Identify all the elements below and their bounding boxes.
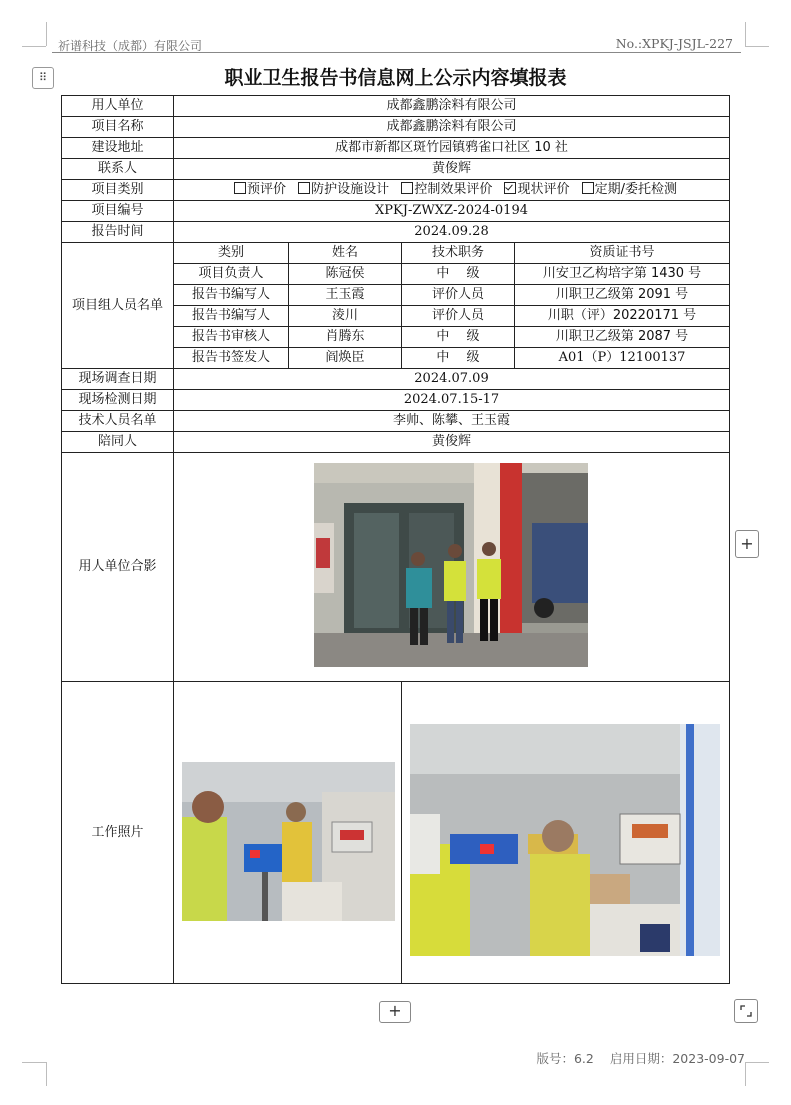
work-photo-label: 工作照片 (62, 682, 174, 984)
team-title[interactable]: 中 级 (402, 327, 515, 348)
header-rule (52, 52, 741, 53)
team-label: 项目组人员名单 (62, 243, 174, 369)
checkbox-control-effect[interactable] (401, 182, 413, 194)
footer (524, 1049, 745, 1067)
option-control-effect: 控制效果评价 (414, 182, 493, 197)
team-cert[interactable]: 川职卫乙级第 2091 号 (515, 285, 730, 306)
employer-value[interactable]: 成都鑫鹏涂料有限公司 (174, 96, 730, 117)
team-role[interactable]: 报告书编写人 (174, 285, 289, 306)
header-company: 祈谱科技（成都）有限公司 (58, 39, 203, 53)
group-photo-graphic (314, 463, 588, 667)
report-time-value[interactable]: 2024.09.28 (174, 222, 730, 243)
crop-mark-bottom-left-h (22, 1062, 46, 1063)
project-no-value[interactable]: XPKJ-ZWXZ-2024-0194 (174, 201, 730, 222)
team-name[interactable]: 阎焕臣 (289, 348, 402, 369)
report-time-label: 报告时间 (62, 222, 174, 243)
work-photo-1-graphic (182, 762, 395, 921)
option-status-evaluation: 现状评价 (517, 182, 570, 197)
employer-label: 用人单位 (62, 96, 174, 117)
work-photo-image-2[interactable] (410, 724, 720, 956)
team-header-row (62, 243, 730, 264)
team-title[interactable]: 评价人员 (402, 306, 515, 327)
survey-date-label: 现场调查日期 (62, 369, 174, 390)
team-role[interactable]: 报告书编写人 (174, 306, 289, 327)
crop-mark-bottom-left-v (46, 1062, 47, 1086)
survey-date-value[interactable]: 2024.07.09 (174, 369, 730, 390)
add-row-button[interactable]: + (379, 1001, 411, 1023)
address-label: 建设地址 (62, 138, 174, 159)
category-options (174, 180, 730, 201)
team-name[interactable]: 陈冠侯 (289, 264, 402, 285)
row-employer (62, 96, 730, 117)
table-move-handle-icon[interactable]: ⠿ (32, 67, 54, 89)
footer-version: 版号：6.2 (536, 1051, 594, 1066)
crop-mark-top-left-v (46, 22, 47, 46)
add-column-button[interactable]: + (735, 530, 759, 558)
tech-staff-label: 技术人员名单 (62, 411, 174, 432)
row-tech-staff (62, 411, 730, 432)
team-cert[interactable]: 川职卫乙级第 2087 号 (515, 327, 730, 348)
crop-mark-top-left-h (22, 46, 46, 47)
team-cert[interactable]: A01（P）12100137 (515, 348, 730, 369)
checkbox-pre-evaluation[interactable] (234, 182, 246, 194)
test-date-value[interactable]: 2024.07.15-17 (174, 390, 730, 411)
row-contact (62, 159, 730, 180)
expand-icon[interactable] (734, 999, 758, 1023)
expand-icon-graphic (735, 1000, 757, 1022)
group-photo-label: 用人单位合影 (62, 453, 174, 682)
crop-mark-top-right-h (745, 46, 769, 47)
crop-mark-bottom-right-v (745, 1062, 746, 1086)
work-photo-2-graphic (410, 724, 720, 956)
team-role[interactable]: 项目负责人 (174, 264, 289, 285)
contact-label: 联系人 (62, 159, 174, 180)
row-report-time (62, 222, 730, 243)
tech-staff-value[interactable]: 李帅、陈攀、王玉霞 (174, 411, 730, 432)
team-header-cert: 资质证书号 (515, 243, 730, 264)
crop-mark-top-right-v (745, 22, 746, 46)
row-test-date (62, 390, 730, 411)
row-survey-date (62, 369, 730, 390)
address-value[interactable]: 成都市新都区斑竹园镇鸦雀口社区 10 社 (174, 138, 730, 159)
footer-effective-date: 启用日期：2023-09-07 (609, 1051, 745, 1066)
team-name[interactable]: 肖腾东 (289, 327, 402, 348)
contact-value[interactable]: 黄俊辉 (174, 159, 730, 180)
group-photo-image[interactable] (314, 463, 588, 667)
project-name-value[interactable]: 成都鑫鹏涂料有限公司 (174, 117, 730, 138)
row-address (62, 138, 730, 159)
team-title[interactable]: 评价人员 (402, 285, 515, 306)
team-cert[interactable]: 川职（评）20220171 号 (515, 306, 730, 327)
checkbox-status-evaluation[interactable] (504, 182, 516, 194)
option-periodic-testing: 定期/委托检测 (594, 182, 678, 197)
row-project-name (62, 117, 730, 138)
escort-value[interactable]: 黄俊辉 (174, 432, 730, 453)
test-date-label: 现场检测日期 (62, 390, 174, 411)
header-doc-number: No.:XPKJ-JSJL-227 (615, 36, 733, 51)
checkbox-protection-design[interactable] (298, 182, 310, 194)
team-name[interactable]: 王玉霞 (289, 285, 402, 306)
row-category (62, 180, 730, 201)
team-role[interactable]: 报告书签发人 (174, 348, 289, 369)
work-photo-image-1[interactable] (182, 762, 395, 921)
team-name[interactable]: 淩川 (289, 306, 402, 327)
row-project-no (62, 201, 730, 222)
category-label: 项目类别 (62, 180, 174, 201)
team-title[interactable]: 中 级 (402, 264, 515, 285)
checkbox-periodic-testing[interactable] (582, 182, 594, 194)
escort-label: 陪同人 (62, 432, 174, 453)
option-protection-design: 防护设施设计 (311, 182, 390, 197)
option-pre-evaluation: 预评价 (247, 182, 287, 197)
team-header-role: 类别 (174, 243, 289, 264)
project-no-label: 项目编号 (62, 201, 174, 222)
team-cert[interactable]: 川安卫乙构培字第 1430 号 (515, 264, 730, 285)
team-title[interactable]: 中 级 (402, 348, 515, 369)
team-header-name: 姓名 (289, 243, 402, 264)
team-role[interactable]: 报告书审核人 (174, 327, 289, 348)
crop-mark-bottom-right-h (745, 1062, 769, 1063)
page-title: 职业卫生报告书信息网上公示内容填报表 (224, 67, 567, 89)
team-header-title: 技术职务 (402, 243, 515, 264)
project-name-label: 项目名称 (62, 117, 174, 138)
row-escort (62, 432, 730, 453)
